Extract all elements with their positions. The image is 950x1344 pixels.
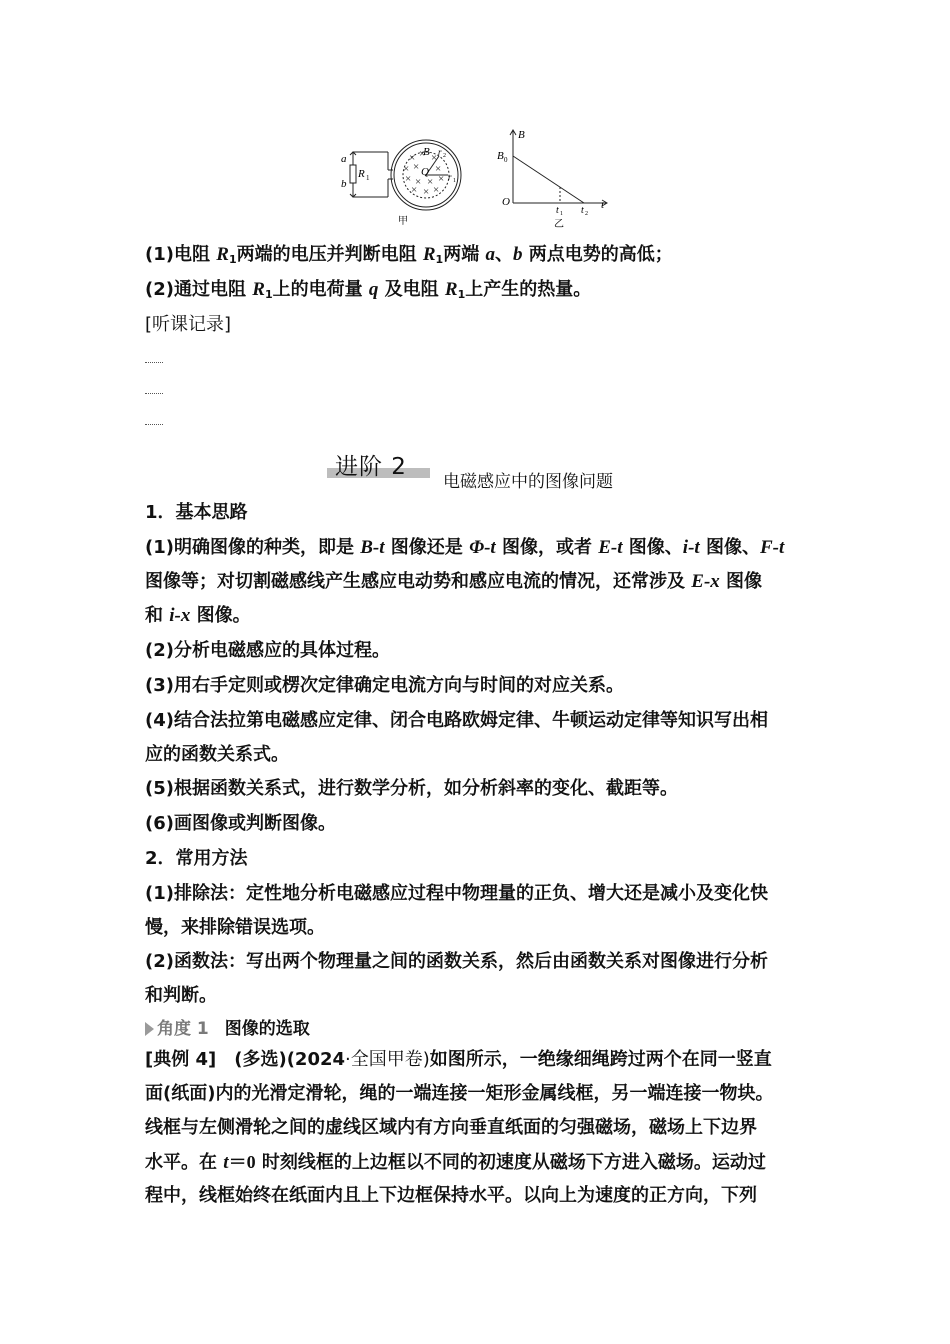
- example-line-5: 程中，线框始终在纸面内且上下边框保持水平。以向上为速度的正方向，下列: [145, 1185, 757, 1206]
- label-r1-radius-sub: 1: [453, 178, 456, 184]
- label-r2-sub: 2: [443, 153, 446, 159]
- label-r1-sub: 1: [366, 174, 370, 182]
- svg-text:×: ×: [435, 163, 442, 175]
- figure-svg: [335, 125, 625, 235]
- svg-text:×: ×: [403, 163, 410, 175]
- notes-label: [听课记录]: [145, 314, 232, 335]
- notes-line-3[interactable]: [145, 424, 163, 425]
- caption-yi: 乙: [554, 219, 564, 230]
- method-1-line-1: (1)排除法：定性地分析电磁感应过程中物理量的正负、增大还是减小及变化快: [145, 883, 768, 904]
- section-tag-label: 进阶 2: [335, 454, 407, 480]
- example-line-1: [典例 4] (多选)(2024·全国甲卷)如图所示，一绝缘细绳跨过两个在同一竖直: [145, 1049, 772, 1070]
- triangle-marker-icon: [145, 1022, 154, 1036]
- label-b0: B: [497, 150, 504, 162]
- svg-text:×: ×: [419, 148, 426, 160]
- label-q: Q: [421, 166, 429, 178]
- svg-text:×: ×: [413, 161, 420, 173]
- method-2-line-1: (2)函数法：写出两个物理量之间的函数关系，然后由函数关系对图像进行分析: [145, 951, 768, 972]
- idea-3: (3)用右手定则或楞次定律确定电流方向与时间的对应关系。: [145, 675, 624, 696]
- label-origin: O: [502, 196, 510, 208]
- label-t2-sub: 2: [585, 211, 588, 217]
- idea-5: (5)根据函数关系式，进行数学分析，如分析斜率的变化、截距等。: [145, 778, 678, 799]
- label-field-b: B: [423, 146, 430, 158]
- example-line-3: 线框与左侧滑轮之间的虚线区域内有方向垂直纸面的匀强磁场，磁场上下边界: [145, 1117, 757, 1138]
- axis-y-label: B: [518, 129, 525, 141]
- question-2: (2)通过电阻 $R_1$上的电荷量 q 及电阻 $R_1$上产生的热量。: [145, 279, 592, 301]
- physics-figure: [335, 125, 625, 235]
- label-t1: t: [556, 205, 559, 216]
- svg-text:×: ×: [409, 152, 416, 164]
- example-line-4: 水平。在 t＝0 时刻线框的上边框以不同的初速度从磁场下方进入磁场。运动过: [145, 1152, 766, 1173]
- idea-6: (6)画图像或判断图像。: [145, 813, 336, 834]
- svg-text:×: ×: [438, 173, 445, 185]
- angle-heading: [145, 1014, 310, 1039]
- methods-heading: 2．常用方法: [145, 848, 248, 869]
- idea-1-line-3: 和 i-x 图像。: [145, 605, 251, 626]
- label-t1-sub: 1: [560, 211, 563, 217]
- method-1-line-2: 慢，来排除错误选项。: [145, 917, 325, 938]
- idea-4-line-2: 应的函数关系式。: [145, 744, 289, 765]
- svg-text:×: ×: [405, 173, 412, 185]
- idea-1-line-1: (1)明确图像的种类，即是 B-t 图像还是 Φ-t 图像，或者 E-t 图像、i-t 图像、F-t: [145, 537, 785, 558]
- angle-tag: 角度 1: [157, 1019, 209, 1039]
- method-2-line-2: 和判断。: [145, 985, 217, 1006]
- axis-x-label: t: [601, 199, 605, 211]
- idea-1-line-2: 图像等；对切割磁感线产生感应电动势和感应电流的情况，还常涉及 E-x 图像: [145, 571, 763, 592]
- caption-jia: 甲: [398, 216, 408, 227]
- label-r1-radius: r: [448, 172, 452, 182]
- example-line-2: 面(纸面)内的光滑定滑轮，绳的一端连接一矩形金属线框，另一端连接一物块。: [145, 1083, 774, 1104]
- idea-4-line-1: (4)结合法拉第电磁感应定律、闭合电路欧姆定律、牛顿运动定律等知识写出相: [145, 710, 768, 731]
- label-r2: r: [438, 147, 442, 157]
- svg-text:×: ×: [415, 176, 422, 188]
- ideas-heading: 1．基本思路: [145, 502, 248, 523]
- svg-text:×: ×: [431, 152, 438, 164]
- svg-text:×: ×: [411, 184, 418, 196]
- section-title: 电磁感应中的图像问题: [443, 472, 613, 492]
- svg-text:×: ×: [433, 184, 440, 196]
- section-tag: [327, 450, 430, 478]
- label-t2: t: [581, 205, 584, 216]
- svg-text:×: ×: [427, 176, 434, 188]
- label-r1: R: [358, 168, 365, 180]
- label-b: b: [341, 178, 347, 190]
- notes-line-1[interactable]: [145, 362, 163, 363]
- svg-text:×: ×: [423, 186, 430, 198]
- notes-line-2[interactable]: [145, 393, 163, 394]
- question-1: (1)电阻 $R_1$两端的电压并判断电阻 $R_1$两端 a、b 两点电势的高低；: [145, 244, 673, 266]
- label-a: a: [341, 153, 347, 165]
- figure-right-graph: [510, 130, 607, 206]
- angle-title: 图像的选取: [224, 1019, 310, 1039]
- idea-2: (2)分析电磁感应的具体过程。: [145, 640, 390, 661]
- label-b0-sub: 0: [504, 156, 508, 164]
